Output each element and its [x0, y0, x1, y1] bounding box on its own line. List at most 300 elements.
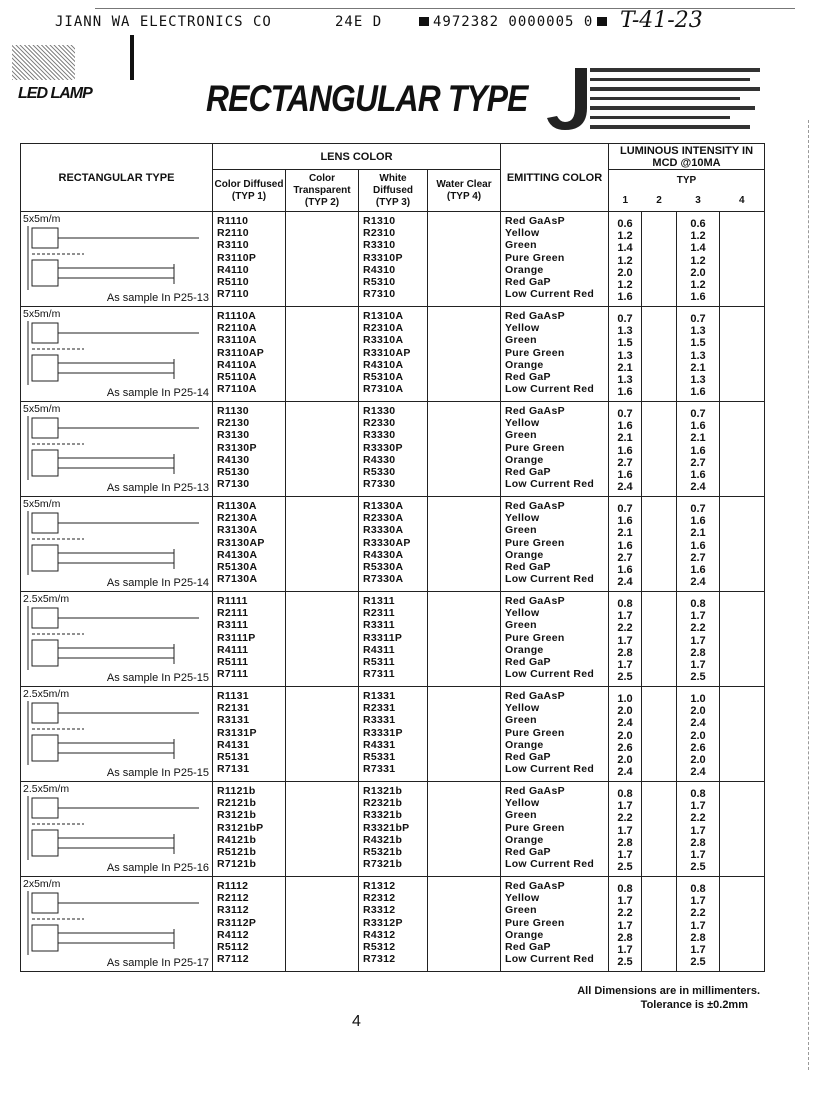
luminous-typ3-item: 1.3 [690, 349, 706, 362]
part-typ3-item: R3330A [363, 524, 404, 537]
part-typ4 [428, 877, 501, 972]
table-row [21, 212, 765, 307]
part-typ1 [213, 307, 286, 402]
luminous-typ3-item: 1.7 [690, 895, 706, 908]
part-typ1-item: R5131 [217, 751, 250, 764]
emitting-color: Low Current Red [505, 763, 595, 776]
part-typ3-item: R7330 [363, 478, 396, 491]
luminous-typ3-item: 2.1 [690, 527, 706, 540]
part-typ1-item: R7112 [217, 953, 249, 966]
part-typ1-item: R2110A [217, 322, 257, 335]
emitting-color: Green [505, 714, 537, 727]
emitting-color: Red GaP [505, 846, 551, 859]
part-typ2 [286, 877, 359, 972]
luminous-typ1-item: 0.8 [617, 598, 633, 610]
luminous-typ3 [677, 212, 720, 307]
header-typ1 [213, 170, 286, 212]
luminous-typ1-item: 1.5 [617, 337, 633, 350]
lens-typ: (TYP 4) [446, 190, 482, 202]
part-typ1-item: R7110A [217, 383, 257, 396]
part-typ4 [428, 782, 501, 877]
part-typ1-item: R2131 [217, 702, 250, 715]
part-typ1-item: R4110A [217, 358, 257, 371]
luminous-typ1-item: 0.8 [617, 883, 633, 895]
part-typ3-item: R4331 [363, 738, 396, 751]
luminous-typ2 [642, 877, 677, 972]
emitting-color: Yellow [505, 797, 540, 810]
part-typ3-item: R3310AP [363, 346, 411, 359]
part-typ3-item: R5330 [363, 466, 396, 479]
part-typ1-item: R3130 [217, 429, 250, 442]
emitting-color: Green [505, 239, 537, 252]
emitting-color: Yellow [505, 322, 540, 335]
part-typ3-item: R1312 [363, 880, 396, 892]
luminous-typ3 [677, 307, 720, 402]
emitting-color: Yellow [505, 512, 540, 525]
luminous-typ1-item: 2.6 [617, 741, 633, 754]
luminous-typ3-item: 2.7 [690, 456, 706, 469]
dimension-drawing [24, 606, 204, 672]
emitting-colors [501, 402, 609, 497]
emitting-color: Orange [505, 833, 544, 846]
luminous-typ1-item: 2.8 [617, 836, 633, 849]
type-cell [21, 307, 213, 402]
type-size: 5x5m/m [23, 308, 61, 320]
product-table [20, 143, 765, 972]
part-typ3-item: R3310P [363, 251, 403, 264]
luminous-typ3-item: 2.5 [690, 671, 706, 684]
part-typ3-item: R1330 [363, 405, 396, 417]
scan-mark [130, 35, 134, 80]
luminous-typ1-item: 2.8 [617, 646, 633, 659]
emitting-color: Low Current Red [505, 573, 595, 586]
sample-reference: As sample In P25-15 [106, 672, 209, 684]
emitting-color: Green [505, 904, 537, 917]
luminous-typ4 [720, 592, 765, 687]
luminous-typ3-item: 2.8 [690, 646, 706, 659]
part-typ1-item: R4112 [217, 928, 249, 941]
part-typ4 [428, 687, 501, 782]
luminous-typ1-item: 1.7 [617, 895, 633, 908]
part-typ3-item: R4330A [363, 548, 404, 561]
part-typ2 [286, 212, 359, 307]
luminous-typ3-item: 1.6 [690, 539, 706, 552]
luminous-typ1 [609, 687, 642, 782]
luminous-typ3-item: 2.4 [690, 766, 706, 779]
luminous-typ3-item: 1.7 [690, 800, 706, 813]
part-typ3-item: R2321b [363, 797, 403, 810]
emitting-color: Orange [505, 643, 544, 656]
luminous-typ3 [677, 687, 720, 782]
part-typ3 [359, 212, 428, 307]
luminous-typ4 [720, 402, 765, 497]
emitting-color: Low Current Red [505, 953, 595, 966]
part-typ1-item: R4121b [217, 833, 257, 846]
emitting-color: Low Current Red [505, 858, 595, 871]
part-typ3-item: R3312P [363, 916, 403, 929]
emitting-color: Red GaAsP [505, 880, 565, 892]
part-typ1-item: R3131P [217, 726, 257, 739]
part-typ1 [213, 877, 286, 972]
part-typ3 [359, 687, 428, 782]
luminous-typ3-item: 2.1 [690, 361, 706, 374]
lens-name: Color Diffused [214, 178, 284, 190]
luminous-typ1-item: 1.7 [617, 610, 633, 623]
type-cell [21, 402, 213, 497]
luminous-typ1-item: 1.6 [617, 444, 633, 457]
part-typ1-item: R7121b [217, 858, 257, 871]
luminous-typ1-item: 2.2 [617, 622, 633, 635]
emitting-color: Pure Green [505, 346, 565, 359]
luminous-typ1-item: 2.1 [617, 527, 633, 540]
luminous-typ1-item: 1.3 [617, 349, 633, 362]
table-row [21, 497, 765, 592]
dimension-drawing [24, 511, 204, 577]
dimension-drawing [24, 416, 204, 482]
part-typ3-item: R2330A [363, 512, 404, 525]
part-typ1-item: R3112 [217, 904, 249, 917]
part-typ1-item: R3130A [217, 524, 258, 537]
luminous-typ3-item: 1.6 [690, 444, 706, 457]
luminous-typ3-item: 1.7 [690, 944, 706, 957]
lens-name: Color Transparent [293, 172, 351, 196]
header-code-2-wrap [415, 14, 611, 30]
emitting-color: Pure Green [505, 631, 565, 644]
brand-logo [545, 64, 765, 134]
emitting-color: Red GaP [505, 561, 551, 574]
part-typ1 [213, 497, 286, 592]
luminous-typ1-item: 2.8 [617, 931, 633, 944]
header-lens-color: LENS COLOR [213, 144, 501, 170]
luminous-typ3 [677, 877, 720, 972]
part-typ3-item: R7321b [363, 858, 403, 871]
part-typ3-item: R4310A [363, 358, 404, 371]
emitting-color: Red GaAsP [505, 405, 565, 417]
type-size: 2.5x5m/m [23, 593, 70, 605]
luminous-typ1-item: 2.2 [617, 812, 633, 825]
part-typ1 [213, 592, 286, 687]
part-typ3-item: R3310 [363, 239, 396, 252]
luminous-typ1-item: 1.6 [617, 539, 633, 552]
luminous-typ1 [609, 212, 642, 307]
luminous-typ1-item: 2.0 [617, 754, 633, 767]
part-typ3 [359, 782, 428, 877]
part-typ3 [359, 307, 428, 402]
type-size: 5x5m/m [23, 403, 61, 415]
emitting-color: Pure Green [505, 441, 565, 454]
header-typ3 [359, 170, 428, 212]
emitting-color: Pure Green [505, 821, 565, 834]
luminous-typ2 [642, 782, 677, 877]
part-typ3-item: R4312 [363, 928, 396, 941]
part-typ3-item: R1310A [363, 310, 404, 322]
luminous-typ3-item: 1.2 [690, 254, 706, 267]
type-cell [21, 687, 213, 782]
scan-noise [12, 45, 75, 80]
luminous-typ1-item: 1.7 [617, 824, 633, 837]
luminous-typ3-item: 2.6 [690, 741, 706, 754]
luminous-typ1-item: 2.0 [617, 729, 633, 742]
part-typ3 [359, 592, 428, 687]
typ-number: 4 [720, 192, 765, 212]
part-typ4 [428, 212, 501, 307]
sample-reference: As sample In P25-14 [106, 387, 209, 399]
header-typ: TYP [609, 170, 765, 192]
luminous-typ1-item: 1.2 [617, 279, 633, 292]
part-typ3-item: R3330P [363, 441, 403, 454]
header-emitting-color: EMITTING COLOR [501, 144, 609, 212]
luminous-typ1 [609, 307, 642, 402]
category-label: LED LAMP [18, 85, 92, 102]
table-row [21, 877, 765, 972]
luminous-typ1-item: 2.4 [617, 481, 633, 494]
black-square-icon [419, 17, 429, 26]
table-row [21, 592, 765, 687]
luminous-typ3-item: 1.6 [690, 420, 706, 433]
type-cell [21, 782, 213, 877]
typ-number: 3 [677, 192, 720, 212]
luminous-typ2 [642, 402, 677, 497]
emitting-color: Orange [505, 263, 544, 276]
luminous-typ1-item: 0.6 [617, 218, 633, 230]
part-typ1-item: R5121b [217, 846, 257, 859]
luminous-typ1-item: 0.7 [617, 313, 633, 325]
part-typ1-item: R3121b [217, 809, 257, 822]
part-typ3-item: R5312 [363, 941, 396, 954]
type-cell [21, 212, 213, 307]
table-row [21, 687, 765, 782]
luminous-typ3-item: 2.7 [690, 551, 706, 564]
dimensions-note: All Dimensions are in millimenters. [577, 985, 760, 997]
luminous-typ1-item: 1.3 [617, 374, 633, 387]
part-typ3-item: R3310A [363, 334, 404, 347]
part-typ3-item: R5331 [363, 751, 396, 764]
part-typ1-item: R1110A [217, 310, 257, 322]
part-typ3-item: R2311 [363, 607, 395, 620]
part-typ1-item: R3112P [217, 916, 257, 929]
part-typ1-item: R2112 [217, 892, 249, 905]
part-typ2 [286, 782, 359, 877]
emitting-color: Red GaAsP [505, 500, 565, 512]
emitting-color: Pure Green [505, 536, 565, 549]
emitting-color: Pure Green [505, 726, 565, 739]
emitting-colors [501, 687, 609, 782]
type-cell [21, 497, 213, 592]
header-typ2 [286, 170, 359, 212]
part-typ1-item: R3121bP [217, 821, 264, 834]
luminous-typ3-item: 2.2 [690, 812, 706, 825]
type-size: 2.5x5m/m [23, 688, 70, 700]
luminous-typ1-item: 1.6 [617, 469, 633, 482]
emitting-color: Red GaP [505, 941, 551, 954]
part-typ1-item: R3131 [217, 714, 250, 727]
luminous-typ1-item: 2.4 [617, 717, 633, 730]
emitting-colors [501, 592, 609, 687]
luminous-typ1-item: 1.0 [617, 693, 633, 705]
table-row [21, 307, 765, 402]
part-typ3-item: R5310 [363, 276, 396, 289]
part-typ3-item: R5321b [363, 846, 403, 859]
luminous-typ1 [609, 782, 642, 877]
luminous-typ2 [642, 307, 677, 402]
header-typ4 [428, 170, 501, 212]
luminous-typ3 [677, 402, 720, 497]
part-typ1 [213, 782, 286, 877]
part-typ1-item: R5110A [217, 371, 257, 384]
dimension-drawing [24, 226, 204, 292]
part-typ1-item: R2130 [217, 417, 250, 430]
luminous-typ3-item: 1.2 [690, 230, 706, 243]
luminous-typ1 [609, 402, 642, 497]
luminous-typ3-item: 2.2 [690, 907, 706, 920]
dimension-drawing [24, 796, 204, 862]
table-row [21, 402, 765, 497]
luminous-typ3-item: 2.0 [690, 705, 706, 718]
part-typ4 [428, 497, 501, 592]
emitting-color: Yellow [505, 892, 540, 905]
luminous-typ3-item: 1.4 [690, 242, 706, 255]
emitting-color: Orange [505, 358, 544, 371]
emitting-color: Red GaAsP [505, 310, 565, 322]
luminous-typ3-item: 1.0 [690, 693, 706, 705]
emitting-color: Low Current Red [505, 478, 595, 491]
luminous-typ4 [720, 212, 765, 307]
part-typ3-item: R7330A [363, 573, 404, 586]
part-typ2 [286, 497, 359, 592]
part-typ4 [428, 592, 501, 687]
luminous-typ3-item: 1.7 [690, 634, 706, 647]
part-typ4 [428, 307, 501, 402]
page-number: 4 [352, 1013, 361, 1030]
type-size: 2x5m/m [23, 878, 61, 890]
lens-typ: (TYP 1) [231, 190, 267, 202]
luminous-typ3-item: 0.7 [690, 408, 706, 420]
luminous-typ3 [677, 592, 720, 687]
part-typ1-item: R7131 [217, 763, 250, 776]
part-typ1-item: R5130A [217, 561, 258, 574]
emitting-color: Pure Green [505, 251, 565, 264]
part-typ1-item: R7110 [217, 288, 249, 301]
luminous-typ3-item: 1.3 [690, 374, 706, 387]
emitting-color: Green [505, 334, 537, 347]
luminous-typ3-item: 2.5 [690, 861, 706, 874]
part-typ3-item: R7310A [363, 383, 404, 396]
type-cell [21, 877, 213, 972]
luminous-typ3-item: 1.6 [690, 515, 706, 528]
part-typ1-item: R1111 [217, 595, 248, 607]
type-size: 5x5m/m [23, 213, 61, 225]
part-typ1-item: R7130 [217, 478, 250, 491]
part-typ3-item: R4310 [363, 263, 396, 276]
luminous-typ3-item: 1.6 [690, 386, 706, 399]
luminous-typ1-item: 2.5 [617, 956, 633, 969]
part-typ3-item: R7331 [363, 763, 396, 776]
luminous-typ1-item: 0.8 [617, 788, 633, 800]
part-typ1-item: R7111 [217, 668, 249, 681]
luminous-typ3-item: 2.2 [690, 622, 706, 635]
part-typ1-item: R3110AP [217, 346, 265, 359]
sample-reference: As sample In P25-17 [106, 957, 209, 969]
luminous-typ1-item: 2.2 [617, 907, 633, 920]
header-rectangular-type: RECTANGULAR TYPE [21, 144, 213, 212]
luminous-typ3-item: 2.4 [690, 481, 706, 494]
luminous-typ1-item: 1.2 [617, 230, 633, 243]
luminous-typ3-item: 1.7 [690, 659, 706, 672]
part-typ3-item: R2310A [363, 322, 404, 335]
emitting-color: Pure Green [505, 916, 565, 929]
luminous-typ1 [609, 877, 642, 972]
part-typ1-item: R4130 [217, 453, 250, 466]
emitting-color: Red GaAsP [505, 215, 565, 227]
part-typ3 [359, 497, 428, 592]
luminous-typ3-item: 2.4 [690, 717, 706, 730]
luminous-typ3 [677, 497, 720, 592]
luminous-typ4 [720, 782, 765, 877]
luminous-typ1-item: 0.7 [617, 503, 633, 515]
emitting-colors [501, 212, 609, 307]
part-typ2 [286, 592, 359, 687]
part-typ3-item: R1311 [363, 595, 395, 607]
luminous-typ1-item: 1.4 [617, 242, 633, 255]
luminous-typ3-item: 0.7 [690, 313, 706, 325]
lens-name: Water Clear [436, 178, 492, 190]
part-typ1-item: R7130A [217, 573, 258, 586]
luminous-typ3-item: 0.6 [690, 218, 706, 230]
emitting-color: Yellow [505, 607, 540, 620]
luminous-typ1 [609, 497, 642, 592]
dimension-drawing [24, 321, 204, 387]
luminous-typ1-item: 1.7 [617, 800, 633, 813]
part-typ1-item: R3130AP [217, 536, 265, 549]
luminous-typ3-item: 1.3 [690, 325, 706, 338]
luminous-typ3-item: 1.7 [690, 919, 706, 932]
luminous-typ1-item: 2.7 [617, 456, 633, 469]
emitting-color: Low Current Red [505, 288, 595, 301]
emitting-color: Red GaP [505, 371, 551, 384]
handwritten-code: T-41-23 [620, 8, 703, 33]
type-size: 5x5m/m [23, 498, 61, 510]
luminous-typ1-item: 1.6 [617, 564, 633, 577]
part-typ3-item: R4311 [363, 643, 395, 656]
part-typ3-item: R2312 [363, 892, 396, 905]
luminous-typ3-item: 2.0 [690, 729, 706, 742]
type-size: 2.5x5m/m [23, 783, 70, 795]
luminous-typ1-item: 2.7 [617, 551, 633, 564]
part-typ1-item: R1130 [217, 405, 249, 417]
part-typ1-item: R1130A [217, 500, 257, 512]
part-typ3 [359, 402, 428, 497]
part-typ1-item: R4131 [217, 738, 250, 751]
part-typ1-item: R3111 [217, 619, 249, 632]
luminous-typ1-item: 1.6 [617, 386, 633, 399]
emitting-color: Low Current Red [505, 383, 595, 396]
part-typ3-item: R1330A [363, 500, 404, 512]
emitting-color: Red GaP [505, 276, 551, 289]
part-typ3-item: R3330 [363, 429, 396, 442]
emitting-color: Red GaAsP [505, 785, 565, 797]
part-typ3-item: R2310 [363, 227, 396, 240]
part-typ3-item: R5311 [363, 656, 395, 669]
luminous-typ1-item: 2.0 [617, 266, 633, 279]
emitting-colors [501, 782, 609, 877]
part-typ3-item: R3331 [363, 714, 396, 727]
part-typ1-item: R3111P [217, 631, 256, 644]
part-typ3-item: R5330A [363, 561, 404, 574]
part-typ3-item: R3311 [363, 619, 395, 632]
luminous-typ4 [720, 877, 765, 972]
emitting-color: Low Current Red [505, 668, 595, 681]
part-typ3-item: R4321b [363, 833, 403, 846]
